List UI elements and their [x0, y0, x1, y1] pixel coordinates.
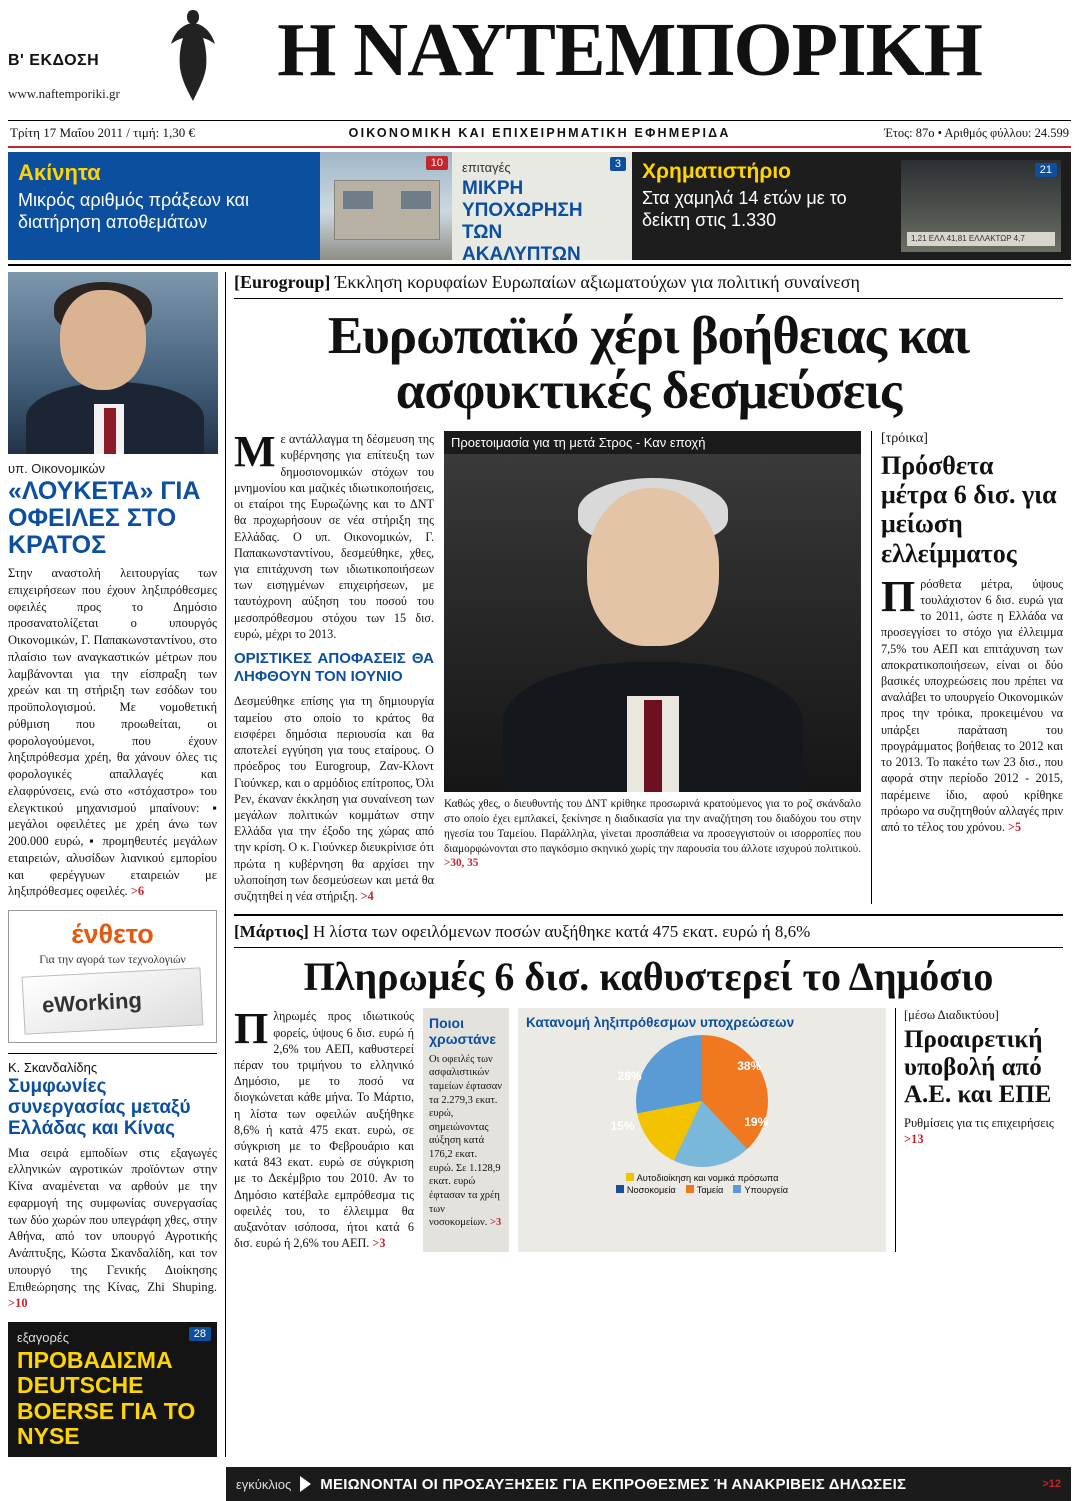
- pie-chart-box: [518, 1008, 886, 1251]
- troika-body-text: Πρόσθετα μέτρα, ύψους τουλάχιστον 6 δισ. ευρώ για το 2011, ώστε η Ελλάδα να προσεγγίσει το στόχο για έλλειμμα 7,5% του ΑΕΠ και επιτάχυνση των αποκρατικοποιήσεων, είναι οι δύο βασικές υποχρεώσεις που πρέπει να αναλάβει το υπουργείο Οικονομικών προς την τρόικα, προκειμένου να υπάρξει παράταση του προγράμματος βοήθειας το 2012 και το 2013. Το πακέτο των 23 δισ., που αφορά στην περίοδο 2012 - 2015, παρέμεινε ίδιο, αφού κρίθηκε πρόωρο να συζητηθούν αλλαγές πριν από το τέλος του χρόνου.: [881, 571, 1063, 834]
- left-second-body: [8, 1145, 217, 1313]
- page-badge: 28: [189, 1327, 211, 1341]
- pie-label-0: 38%: [737, 1058, 762, 1073]
- promo-logo-text: eWorking: [41, 987, 143, 1018]
- black-box-kicker: εξαγορές: [17, 1330, 69, 1346]
- who-owes-text: [429, 1053, 503, 1230]
- lead-story-body: [234, 427, 1063, 904]
- legend-label-1: Νοσοκομεία: [626, 1184, 676, 1195]
- date-and-price: Τρίτη 17 Μαΐου 2011 / τιμή: 1,30 €: [10, 125, 195, 140]
- teaser-headline: Μικρός αριθμός πράξεων και διατήρηση αποθεμάτων: [18, 190, 250, 232]
- left-body-text: [8, 565, 217, 900]
- second-kicker: [234, 922, 1063, 948]
- red-divider: [8, 146, 1071, 148]
- footer-banner[interactable]: [226, 1467, 1071, 1501]
- left-photo-caption: υπ. Οικονομικών: [8, 461, 105, 476]
- troika-body: [881, 571, 1063, 836]
- lead-paragraph-2: [234, 693, 434, 904]
- who-owes-page-ref[interactable]: >3: [490, 1217, 502, 1229]
- second-story-body: [234, 1004, 1063, 1251]
- teaser-realestate[interactable]: [8, 152, 320, 260]
- legend-item-1: [616, 1185, 676, 1195]
- teaser-stockmarket[interactable]: [632, 152, 1071, 260]
- legend-label-3: Υπουργεία: [744, 1184, 789, 1195]
- second-headline[interactable]: Πληρωμές 6 δισ. καθυστερεί το Δημόσιο: [303, 954, 994, 1000]
- troika-sidebar: [871, 431, 1063, 904]
- edition-label: Β' ΕΚΔΟΣΗ: [8, 52, 100, 69]
- teaser-strip: [8, 152, 1071, 266]
- legend-label-2: Ταμεία: [696, 1184, 724, 1195]
- pie-label-3: 28%: [617, 1068, 642, 1083]
- who-owes-title: Ποιοι χρωστάνε: [429, 1015, 497, 1047]
- lead-photo-caption: [444, 792, 861, 871]
- chart-title: Κατανομή ληξιπρόθεσμων υποχρεώσεων: [526, 1015, 795, 1031]
- pie-chart: [526, 1035, 878, 1167]
- footer-kicker: εγκύκλιος: [236, 1476, 292, 1492]
- lead-photo-block: [444, 431, 861, 904]
- teaser-stockmarket-photo: [901, 160, 1061, 252]
- legend-row-2: [526, 1185, 878, 1195]
- online-kicker: [μέσω Διαδικτύου]: [904, 1008, 999, 1023]
- left-second-headline[interactable]: Συμφωνίες συνεργασίας μεταξύ Ελλάδας και Κίνας: [8, 1076, 191, 1139]
- legend-item-3: [733, 1185, 788, 1195]
- lead-paragraph-1: Με αντάλλαγμα τη δέσμευση της κυβέρνησης για επίτευξη των δημοσιονομικών στόχων του μνημονίου και μαζικές ιδιωτικοποιήσεις, οι εταίροι της Ευρωζώνης και το ΔΝΤ θα προχωρήσουν σε νέα στήριξη της Ελλάδας. Ο υπ. Οικονομικών, Γ. Παπακωνσταντίνου, δεσμεύθηκε, χθες, για επιτάχυνση των ιδιωτικοποιήσεων των εισηγμένων επιχειρήσεων, με ταυτόχρονη αύξηση του ποσού του μεσοπρόθεσμου στόχου των 15 δισ. ευρώ, μέχρι το 2013.: [234, 427, 434, 641]
- logo-wrap: [158, 6, 1071, 92]
- legend-item-2: [686, 1185, 724, 1195]
- lead-photo-page-ref[interactable]: >30, 35: [444, 857, 479, 870]
- issue-info: Έτος: 87ο • Αριθμός φύλλου: 24.599: [884, 125, 1069, 140]
- divider: [234, 914, 1063, 916]
- teaser-page-badge: 10: [426, 156, 448, 170]
- left-body-page-ref[interactable]: >6: [130, 884, 145, 899]
- center-column: [226, 272, 1071, 1457]
- troika-kicker: [τρόικα]: [881, 431, 928, 447]
- online-headline[interactable]: Προαιρετική υποβολή από Α.Ε. και ΕΠΕ: [904, 1026, 1052, 1109]
- footer-spacer: [8, 1457, 226, 1501]
- teaser-kicker: Χρηματιστήριο: [642, 160, 792, 183]
- left-column: [8, 272, 226, 1457]
- chart-legend: [526, 1173, 878, 1195]
- lead-kicker-text: Έκκληση κορυφαίων Ευρωπαίων αξιωματούχων για πολιτική συναίνεση: [330, 272, 860, 292]
- left-headline[interactable]: «ΛΟΥΚΕΤΑ» ΓΙΑ ΟΦΕΙΛΕΣ ΣΤΟ ΚΡΑΤΟΣ: [8, 477, 201, 559]
- lead-kicker: [234, 272, 1063, 299]
- teaser-page-badge: 3: [610, 157, 626, 171]
- site-url[interactable]: www.naftemporiki.gr: [8, 86, 120, 101]
- lead-paragraph-2-text: Δεσμεύθηκε επίσης για τη δημιουργία ταμείου στο οποίο το κράτος θα εισφέρει δημόσια περιουσία και θα αποτελεί εγγύηση για τους εταίρους. Ο πρόεδρος του Eurogroup, Ζαν-Κλοντ Γιούνκερ, και ο αρμόδιος επίτροπος, Όλι Ρεν, έκαναν έκκληση για συναίνεση των μεγάλων πολιτικών κομμάτων στην Ελλάδα για την έξοδο της χώρας από την κρίση. Ο κ. Γιούνκερ διευκρίνισε ότι πρώτα η κυβέρνηση θα αρχίσει την υλοποίηση των δεσμεύσεων και μετά θα συζητηθεί η νέα στήριξη.: [234, 694, 434, 904]
- legend-row-1: [526, 1173, 878, 1183]
- lead-photo-caption-text: Καθώς χθες, ο διευθυντής του ΔΝΤ κρίθηκε προσωρινά κρατούμενος για το ροζ σκάνδαλο στο οποίο έχει εμπλακεί, ξεκίνησε η διαδικασία για την αναζήτηση του διαδόχου του στην ηγεσία του Ταμείου. Παράλληλα, γίνεται προσπάθεια να προσεγγιστούν οι ισορροπίες που διαμορφώνονται στο παγκόσμιο σκηνικό χωρίς την παρουσία του άλλοτε ισχυρού πολιτικού.: [444, 798, 861, 855]
- arrow-right-icon: [300, 1476, 311, 1492]
- teaser-cheques[interactable]: [452, 152, 632, 260]
- promo-subtitle: Για την αγορά των τεχνολογιών: [39, 954, 186, 966]
- black-box-headline: ΠΡΟΒΑΔΙΣΜΑ DEUTSCHE BOERSE ΓΙΑ ΤΟ NYSE: [17, 1347, 196, 1450]
- second-kicker-text: Η λίστα των οφειλόμενων ποσών αυξήθηκε κατά 475 εκατ. ευρώ ή 8,6%: [308, 922, 811, 942]
- footer-wrap: [8, 1457, 1071, 1501]
- lead-photo-kicker: Προετοιμασία για τη μετά Στρος - Καν εποχή: [444, 431, 861, 454]
- edition-block: [8, 6, 158, 102]
- who-owes-box: [423, 1008, 509, 1251]
- minister-portrait-photo: [8, 272, 218, 454]
- statue-icon: [158, 6, 228, 101]
- legend-item-0: [626, 1173, 779, 1183]
- lead-page-ref[interactable]: >4: [360, 889, 374, 904]
- lead-headline[interactable]: Ευρωπαϊκό χέρι βοήθειας και ασφυκτικές δεσμεύσεις: [327, 307, 970, 421]
- lead-text-column: [234, 427, 434, 904]
- troika-headline[interactable]: Πρόσθετα μέτρα 6 δισ. για μείωση ελλείμματος: [881, 451, 1057, 568]
- insert-promo-box[interactable]: [8, 910, 217, 1043]
- teaser-kicker: επιταγές: [462, 160, 511, 175]
- online-body: [904, 1115, 1063, 1148]
- lead-pull-quote: ΟΡΙΣΤΙΚΕΣ ΑΠΟΦΑΣΕΙΣ ΘΑ ΛΗΦΘΟΥΝ ΤΟΝ ΙΟΥΝΙΟ: [234, 650, 434, 685]
- teaser-text: [642, 160, 893, 252]
- left-second-kicker: Κ. Σκανδαλίδης: [8, 1060, 98, 1075]
- lead-photo: [444, 454, 861, 792]
- lead-kicker-tag: [Eurogroup]: [234, 272, 331, 292]
- acquisitions-box[interactable]: [8, 1322, 217, 1457]
- online-page-ref[interactable]: >13: [904, 1132, 924, 1147]
- second-page-ref[interactable]: >3: [372, 1236, 386, 1251]
- footer-headline: ΜΕΙΩΝΟΝΤΑΙ ΟΙ ΠΡΟΣΑΥΞΗΣΕΙΣ ΓΙΑ ΕΚΠΡΟΘΕΣΜΕΣ Ή ΑΝΑΚΡΙΒΕΙΣ ΔΗΛΩΣΕΙΣ: [320, 1475, 907, 1493]
- teaser-page-badge: 21: [1035, 163, 1057, 177]
- footer-page-ref[interactable]: >12: [1042, 1478, 1061, 1491]
- promo-paper-graphic: [22, 967, 204, 1034]
- second-body-text: Πληρωμές προς ιδιωτικούς φορείς, ύψους 6 δισ. ευρώ ή 2,6% του ΑΕΠ, καθυστερεί πέραν του τριμήνου το ελληνικό Δημόσιο, με το ποσό να διογκώνεται κάθε μήνα. Το Μάρτιο, η λίστα των οφειλών αυξήθηκε 8,6% ή κατά 475 εκατ. ευρώ, σε σύγκριση με το Φεβρουάριο και κατά 843 εκατ. ευρώ σε σύγκριση με το Δεκέμβριο του 2010. Αν το Δημόσιο κατέβαλε εμπρόθεσμα τις οφειλές του, το έλλειμμα θα αυξανόταν ισόποσα, ήτοι κατά 6 δισ. ευρώ ή 2,6% του ΑΕΠ.: [234, 1004, 414, 1251]
- online-body-text: Ρυθμίσεις για τις επιχειρήσεις: [904, 1115, 1054, 1130]
- pie-label-1: 19%: [744, 1114, 769, 1129]
- masthead: [8, 0, 1071, 118]
- teaser-realestate-photo: [320, 152, 452, 260]
- legend-label-0: Αυτοδιοίκηση και νομικά πρόσωπα: [636, 1172, 779, 1183]
- second-text-column: [234, 1004, 414, 1251]
- left-second-page-ref[interactable]: >10: [8, 1296, 28, 1311]
- left-body-paragraph: Στην αναστολή λειτουργίας των επιχειρήσεων που έχουν ληξιπρόθεσμες οφειλές προς το Δημόσιο προσανατολίζεται ο υπουργός Οικονομικών, Γ. Παπακωνσταντίνου, στο πλαίσιο των αναγκαστικών μέτρων που λαμβάνονται για την είσπραξη των χρεών και τη στήριξη των εσόδων του προϋπολογισμού. Με νομοθετική ρύθμιση που προωθείται, οι φορολογούμενοι, που έχουν ληξιπρόθεσμα χρέη, θα χάνουν όλες τις φορολογικές απαλλαγές και ελαφρύνσεις, ενώ στο «στόχαστρο» του ελεγκτικού μηχανισμού μπαίνουν: ▪ μεγάλοι οφειλέτες με χρέη άνω των 200.000 ευρώ, ▪ προμηθευτές μεγάλων εταιρειών, αλυσίδων λιανικού εμπορίου και φερέγγυων εταιρειών με ληξιπρόθεσμες οφειλές.: [8, 566, 217, 899]
- newspaper-tagline: ΟΙΚΟΝΟΜΙΚΗ ΚΑΙ ΕΠΙΧΕΙΡΗΜΑΤΙΚΗ ΕΦΗΜΕΡΙΔΑ: [348, 126, 731, 140]
- teaser-kicker: Ακίνητα: [18, 160, 101, 185]
- pie-graphic: [636, 1035, 768, 1167]
- teaser-headline: Στα χαμηλά 14 ετών με το δείκτη στις 1.330: [642, 188, 847, 230]
- troika-page-ref[interactable]: >5: [1008, 819, 1022, 834]
- masthead-subline: [8, 121, 1071, 146]
- building-shape: [334, 180, 440, 240]
- promo-title: ένθετο: [71, 919, 154, 949]
- who-owes-body: Οι οφειλές των ασφαλιστικών ταμείων έφτασαν τα 2.279,3 εκατ. ευρώ, σημειώνοντας αύξηση κατά 176,2 εκατ. ευρώ. Σε 1.128,9 εκατ. ευρώ έφτασαν τα χρέη των νοσοκομείων.: [429, 1053, 502, 1229]
- page-title: Η ΝΑΥΤΕΜΠΟΡΙΚΗ: [277, 8, 982, 92]
- divider: [8, 1053, 217, 1054]
- stock-ticker-strip: 1,21 ΕΛΛ 41,81 ΕΛΛΑΚΤΩΡ 4,7: [907, 232, 1055, 246]
- online-submission-sidebar: [895, 1008, 1063, 1251]
- main-content: [8, 272, 1071, 1457]
- pie-label-2: 15%: [610, 1118, 635, 1133]
- second-kicker-tag: [Μάρτιος]: [234, 922, 309, 942]
- teaser-headline: ΜΙΚΡΗ ΥΠΟΧΩΡΗΣΗ ΤΩΝ ΑΚΑΛΥΠΤΩΝ: [462, 178, 583, 260]
- left-second-paragraph: Μια σειρά εμποδίων στις εξαγωγές ελληνικών αγροτικών προϊόντων στην Κίνα αναμένεται να αρθούν με την εφαρμογή της συμφωνίας συνεργασίας των δύο χωρών που υπεγράφη χθες, στην Αθήνα, από τον υπουργό Αγροτικής Ανάπτυξης, Κώστα Σκανδαλίδη, και τον υπουργό της Γενικής Διοίκησης Επιθεώρησης της Κίνας, Zhi Shuping.: [8, 1145, 217, 1294]
